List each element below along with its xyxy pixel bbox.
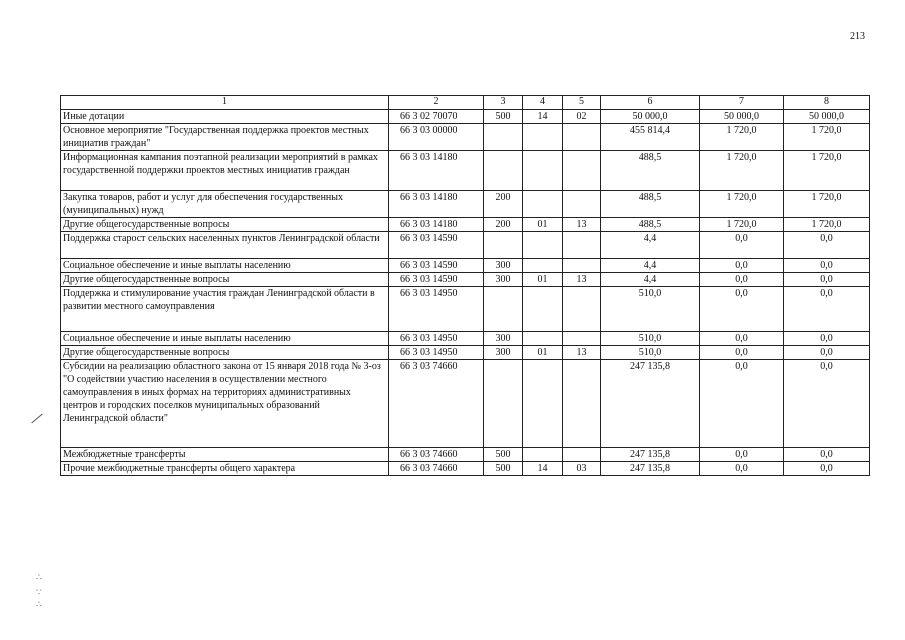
vr-cell: 200 xyxy=(484,218,523,232)
pr-cell: 03 xyxy=(563,462,601,476)
rz-cell xyxy=(523,124,563,151)
table-row xyxy=(61,151,870,191)
vr-cell: 500 xyxy=(484,110,523,124)
name-cell: Информационная кампания поэтапной реализации мероприятий в рамках государственной поддержки проектов местных инициатив граждан xyxy=(61,151,389,191)
value-8-cell: 1 720,0 xyxy=(784,151,870,191)
pr-cell xyxy=(563,332,601,346)
table-row xyxy=(61,191,870,218)
vr-cell: 500 xyxy=(484,462,523,476)
value-6-cell: 488,5 xyxy=(601,218,700,232)
value-8-cell: 0,0 xyxy=(784,346,870,360)
rz-cell xyxy=(523,360,563,448)
value-7-cell: 0,0 xyxy=(700,346,784,360)
code-cell: 66 3 03 74660 xyxy=(389,462,484,476)
code-cell: 66 3 03 14950 xyxy=(389,287,484,332)
vr-cell: 300 xyxy=(484,346,523,360)
value-6-cell: 488,5 xyxy=(601,191,700,218)
code-cell: 66 3 03 14590 xyxy=(389,259,484,273)
rz-cell xyxy=(523,332,563,346)
value-7-cell: 0,0 xyxy=(700,462,784,476)
value-7-cell: 50 000,0 xyxy=(700,110,784,124)
table-row xyxy=(61,259,870,273)
value-8-cell: 0,0 xyxy=(784,273,870,287)
scan-artifact: ∵ xyxy=(36,588,42,598)
value-6-cell: 247 135,8 xyxy=(601,448,700,462)
value-7-cell: 1 720,0 xyxy=(700,218,784,232)
name-cell: Поддержка и стимулирование участия граждан Ленинградской области в развитии местного самоуправления xyxy=(61,287,389,332)
table-row xyxy=(61,218,870,232)
rz-cell xyxy=(523,151,563,191)
vr-cell xyxy=(484,360,523,448)
vr-cell xyxy=(484,124,523,151)
vr-cell xyxy=(484,232,523,259)
pr-cell: 13 xyxy=(563,273,601,287)
value-7-cell: 0,0 xyxy=(700,232,784,259)
name-cell: Межбюджетные трансферты xyxy=(61,448,389,462)
value-6-cell: 510,0 xyxy=(601,332,700,346)
header-cell-5: 5 xyxy=(563,96,601,110)
header-cell-2: 2 xyxy=(389,96,484,110)
value-8-cell: 0,0 xyxy=(784,259,870,273)
name-cell: Иные дотации xyxy=(61,110,389,124)
code-cell: 66 3 03 14590 xyxy=(389,232,484,259)
value-7-cell: 1 720,0 xyxy=(700,124,784,151)
table-row xyxy=(61,124,870,151)
rz-cell: 14 xyxy=(523,462,563,476)
page-number: 213 xyxy=(850,31,865,42)
value-7-cell: 0,0 xyxy=(700,287,784,332)
pr-cell: 13 xyxy=(563,218,601,232)
table-row xyxy=(61,346,870,360)
table-body xyxy=(61,96,870,476)
value-8-cell: 0,0 xyxy=(784,462,870,476)
value-8-cell: 0,0 xyxy=(784,232,870,259)
name-cell: Субсидии на реализацию областного закона от 15 января 2018 года № 3-оз "О содействии участию населения в осуществлении местного самоуправления в иных формах на территориях административных центров и городских поселков муниципальных образований Ленинградской области" xyxy=(61,360,389,448)
vr-cell: 500 xyxy=(484,448,523,462)
value-6-cell: 247 135,8 xyxy=(601,360,700,448)
code-cell: 66 3 03 00000 xyxy=(389,124,484,151)
table-row xyxy=(61,360,870,448)
header-cell-6: 6 xyxy=(601,96,700,110)
rz-cell: 14 xyxy=(523,110,563,124)
pr-cell xyxy=(563,232,601,259)
value-6-cell: 488,5 xyxy=(601,151,700,191)
value-8-cell: 50 000,0 xyxy=(784,110,870,124)
code-cell: 66 3 03 14950 xyxy=(389,332,484,346)
pr-cell xyxy=(563,124,601,151)
pr-cell xyxy=(563,259,601,273)
value-8-cell: 0,0 xyxy=(784,287,870,332)
value-7-cell: 0,0 xyxy=(700,360,784,448)
rz-cell xyxy=(523,232,563,259)
name-cell: Другие общегосударственные вопросы xyxy=(61,218,389,232)
rz-cell: 01 xyxy=(523,273,563,287)
value-7-cell: 0,0 xyxy=(700,273,784,287)
header-cell-3: 3 xyxy=(484,96,523,110)
table-row xyxy=(61,273,870,287)
code-cell: 66 3 03 14950 xyxy=(389,346,484,360)
name-cell: Прочие межбюджетные трансферты общего характера xyxy=(61,462,389,476)
name-cell: Закупка товаров, работ и услуг для обеспечения государственных (муниципальных) нужд xyxy=(61,191,389,218)
value-8-cell: 1 720,0 xyxy=(784,218,870,232)
name-cell: Социальное обеспечение и иные выплаты населению xyxy=(61,259,389,273)
value-7-cell: 0,0 xyxy=(700,332,784,346)
value-6-cell: 4,4 xyxy=(601,232,700,259)
pr-cell: 13 xyxy=(563,346,601,360)
value-6-cell: 455 814,4 xyxy=(601,124,700,151)
pr-cell xyxy=(563,360,601,448)
scan-artifact: ∴ xyxy=(36,600,42,610)
value-6-cell: 247 135,8 xyxy=(601,462,700,476)
vr-cell: 200 xyxy=(484,191,523,218)
rz-cell xyxy=(523,259,563,273)
value-6-cell: 510,0 xyxy=(601,287,700,332)
header-cell-1: 1 xyxy=(61,96,389,110)
pr-cell xyxy=(563,448,601,462)
vr-cell: 300 xyxy=(484,273,523,287)
value-6-cell: 510,0 xyxy=(601,346,700,360)
code-cell: 66 3 03 14180 xyxy=(389,191,484,218)
pr-cell xyxy=(563,151,601,191)
rz-cell xyxy=(523,191,563,218)
code-cell: 66 3 03 14180 xyxy=(389,218,484,232)
code-cell: 66 3 03 14590 xyxy=(389,273,484,287)
table-row xyxy=(61,287,870,332)
rz-cell xyxy=(523,287,563,332)
table-row xyxy=(61,232,870,259)
rz-cell: 01 xyxy=(523,346,563,360)
value-7-cell: 0,0 xyxy=(700,259,784,273)
value-7-cell: 1 720,0 xyxy=(700,151,784,191)
pr-cell xyxy=(563,191,601,218)
value-8-cell: 1 720,0 xyxy=(784,124,870,151)
vr-cell xyxy=(484,151,523,191)
vr-cell: 300 xyxy=(484,332,523,346)
rz-cell: 01 xyxy=(523,218,563,232)
value-6-cell: 50 000,0 xyxy=(601,110,700,124)
rz-cell xyxy=(523,448,563,462)
value-7-cell: 1 720,0 xyxy=(700,191,784,218)
pr-cell: 02 xyxy=(563,110,601,124)
scan-artifact: ∴ xyxy=(36,573,42,583)
header-cell-4: 4 xyxy=(523,96,563,110)
table-row xyxy=(61,332,870,346)
value-6-cell: 4,4 xyxy=(601,273,700,287)
table-row xyxy=(61,462,870,476)
pr-cell xyxy=(563,287,601,332)
vr-cell: 300 xyxy=(484,259,523,273)
budget-table xyxy=(60,95,870,476)
header-cell-8: 8 xyxy=(784,96,870,110)
name-cell: Социальное обеспечение и иные выплаты населению xyxy=(61,332,389,346)
value-8-cell: 0,0 xyxy=(784,448,870,462)
pen-mark xyxy=(31,414,42,424)
code-cell: 66 3 03 74660 xyxy=(389,448,484,462)
header-cell-7: 7 xyxy=(700,96,784,110)
table-row xyxy=(61,110,870,124)
code-cell: 66 3 03 14180 xyxy=(389,151,484,191)
value-6-cell: 4,4 xyxy=(601,259,700,273)
header-row xyxy=(61,96,870,110)
table-row xyxy=(61,448,870,462)
value-7-cell: 0,0 xyxy=(700,448,784,462)
name-cell: Основное мероприятие "Государственная поддержка проектов местных инициатив граждан" xyxy=(61,124,389,151)
value-8-cell: 1 720,0 xyxy=(784,191,870,218)
code-cell: 66 3 03 74660 xyxy=(389,360,484,448)
name-cell: Другие общегосударственные вопросы xyxy=(61,273,389,287)
name-cell: Поддержка старост сельских населенных пунктов Ленинградской области xyxy=(61,232,389,259)
value-8-cell: 0,0 xyxy=(784,332,870,346)
code-cell: 66 3 02 70070 xyxy=(389,110,484,124)
value-8-cell: 0,0 xyxy=(784,360,870,448)
name-cell: Другие общегосударственные вопросы xyxy=(61,346,389,360)
vr-cell xyxy=(484,287,523,332)
